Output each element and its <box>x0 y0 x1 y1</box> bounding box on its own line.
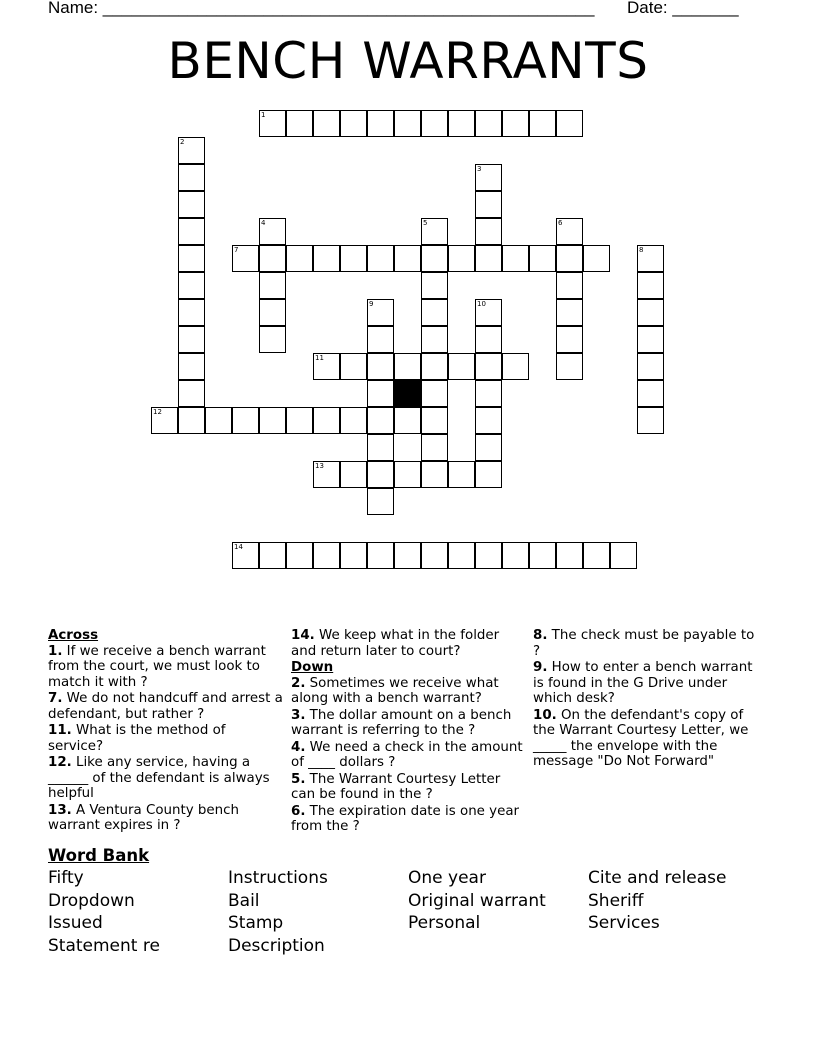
grid-cell[interactable] <box>394 245 421 272</box>
grid-cell[interactable] <box>556 353 583 380</box>
grid-cell[interactable] <box>313 245 340 272</box>
clue-number-5: 5 <box>423 219 428 227</box>
grid-cell[interactable] <box>556 542 583 569</box>
grid-cell[interactable] <box>394 110 421 137</box>
grid-cell[interactable] <box>637 299 664 326</box>
grid-cell[interactable] <box>475 218 502 245</box>
grid-cell[interactable] <box>178 218 205 245</box>
clue-column-1 <box>48 628 283 835</box>
grid-cell[interactable] <box>475 353 502 380</box>
grid-cell[interactable] <box>178 407 205 434</box>
grid-cell[interactable] <box>421 245 448 272</box>
grid-cell[interactable] <box>556 299 583 326</box>
word-bank <box>48 867 768 958</box>
grid-cell[interactable] <box>367 461 394 488</box>
clue-down-2: 2. Sometimes we receive what along with a bench warrant? <box>291 675 499 706</box>
grid-cell[interactable] <box>259 272 286 299</box>
clue-number-2: 2 <box>180 138 185 146</box>
date-line: Date: _______ <box>627 0 739 17</box>
grid-cell[interactable] <box>502 245 529 272</box>
grid-cell[interactable] <box>421 326 448 353</box>
word-bank-item: Services <box>588 913 660 934</box>
grid-cell[interactable] <box>610 542 637 569</box>
clue-across-11: 11. What is the method of service? <box>48 723 226 754</box>
clue-down-4: 4. We need a check in the amount of ____ dollars ? <box>291 739 523 770</box>
word-bank-item: Personal <box>408 913 481 934</box>
grid-cell[interactable] <box>394 542 421 569</box>
grid-cell[interactable] <box>421 461 448 488</box>
grid-cell[interactable] <box>313 407 340 434</box>
grid-cell[interactable] <box>421 407 448 434</box>
grid-cell[interactable] <box>556 245 583 272</box>
clue-number-4: 4 <box>261 219 266 227</box>
clue-down-10: 10. On the defendant's copy of the Warrant Courtesy Letter, we _____ the envelope with the message "Do Not Forward" <box>533 707 749 769</box>
grid-cell[interactable] <box>286 110 313 137</box>
word-bank-item: Instructions <box>228 868 328 888</box>
grid-cell[interactable] <box>448 542 475 569</box>
black-cell <box>394 380 421 407</box>
word-bank-item: Issued <box>48 913 103 934</box>
grid-cell[interactable] <box>367 326 394 353</box>
clue-number-10: 10 <box>477 300 486 308</box>
clue-number-8: 8 <box>639 246 644 254</box>
grid-cell[interactable] <box>502 110 529 137</box>
word-bank-item: Dropdown <box>48 890 135 911</box>
clue-number-13: 13 <box>315 462 324 470</box>
clue-across-12: 12. Like any service, having a ______ of the defendant is always helpful <box>48 755 270 801</box>
clue-number-1: 1 <box>261 111 266 119</box>
grid-cell[interactable] <box>313 542 340 569</box>
grid-cell[interactable] <box>259 407 286 434</box>
grid-cell[interactable] <box>475 380 502 407</box>
across-heading: Across <box>48 628 99 643</box>
word-bank-item: One year <box>408 868 486 888</box>
grid-cell[interactable] <box>367 380 394 407</box>
grid-cell[interactable] <box>178 326 205 353</box>
clue-number-12: 12 <box>153 408 162 416</box>
grid-cell[interactable] <box>556 326 583 353</box>
grid-cell[interactable] <box>259 326 286 353</box>
grid-cell[interactable] <box>421 542 448 569</box>
grid-cell[interactable] <box>367 353 394 380</box>
grid-cell[interactable] <box>556 110 583 137</box>
grid-cell[interactable] <box>421 380 448 407</box>
puzzle-title: BENCH WARRANTS <box>167 32 649 90</box>
grid-cell[interactable] <box>421 272 448 299</box>
grid-cell[interactable] <box>556 272 583 299</box>
grid-cell[interactable] <box>583 542 610 569</box>
grid-cell[interactable] <box>367 407 394 434</box>
grid-cell[interactable] <box>259 542 286 569</box>
grid-cell[interactable] <box>367 245 394 272</box>
grid-cell[interactable] <box>286 245 313 272</box>
clue-number-9: 9 <box>369 300 374 308</box>
word-bank-item: Statement re <box>48 936 160 957</box>
grid-cell[interactable] <box>178 245 205 272</box>
grid-cell[interactable] <box>340 353 367 380</box>
grid-cell[interactable] <box>448 353 475 380</box>
grid-cell[interactable] <box>340 461 367 488</box>
grid-cell[interactable] <box>637 407 664 434</box>
grid-cell[interactable] <box>178 191 205 218</box>
word-bank-item: Fifty <box>48 868 84 888</box>
grid-cell[interactable] <box>367 488 394 515</box>
clue-across-1: 1. If we receive a bench warrant from the court, we must look to match it with ? <box>48 643 266 690</box>
grid-cell[interactable] <box>286 407 313 434</box>
grid-cell[interactable] <box>448 245 475 272</box>
word-bank-item: Description <box>228 936 325 957</box>
grid-cell[interactable] <box>340 110 367 137</box>
clue-number-6: 6 <box>558 219 563 227</box>
clue-column-3 <box>533 628 763 771</box>
grid-cell[interactable] <box>421 353 448 380</box>
name-line: Name: ____________________________________________________ <box>48 0 595 17</box>
grid-cell[interactable] <box>286 542 313 569</box>
clue-down-9: 9. How to enter a bench warrant is found in the G Drive under which desk? <box>533 660 753 706</box>
grid-cell[interactable] <box>637 353 664 380</box>
grid-cell[interactable] <box>178 299 205 326</box>
grid-cell[interactable] <box>178 353 205 380</box>
grid-cell[interactable] <box>475 245 502 272</box>
grid-cell[interactable] <box>394 407 421 434</box>
grid-cell[interactable] <box>205 407 232 434</box>
word-bank-item: Sheriff <box>588 890 644 911</box>
clue-across-7: 7. We do not handcuff and arrest a defendant, but rather ? <box>48 691 283 722</box>
grid-cell[interactable] <box>529 245 556 272</box>
word-bank-item: Bail <box>228 890 260 911</box>
word-bank-item: Stamp <box>228 913 284 934</box>
clue-down-3: 3. The dollar amount on a bench warrant is referring to the ? <box>291 707 512 738</box>
grid-cell[interactable] <box>448 110 475 137</box>
word-bank-title: Word Bank <box>48 846 150 865</box>
clue-down-6: 6. The expiration date is one year from the ? <box>291 803 520 834</box>
grid-cell[interactable] <box>529 110 556 137</box>
grid-cell[interactable] <box>259 245 286 272</box>
word-bank-item: Original warrant <box>408 890 546 911</box>
grid-cell[interactable] <box>178 380 205 407</box>
clue-number-7: 7 <box>234 246 239 254</box>
grid-cell[interactable] <box>502 542 529 569</box>
clue-down-8: 8. The check must be payable to ? <box>533 628 755 659</box>
grid-cell[interactable] <box>637 272 664 299</box>
grid-cell[interactable] <box>394 353 421 380</box>
grid-cell[interactable] <box>475 407 502 434</box>
grid-cell[interactable] <box>367 110 394 137</box>
grid-cell[interactable] <box>475 461 502 488</box>
clue-column-2 <box>291 628 526 836</box>
clue-number-14: 14 <box>234 543 243 551</box>
grid-cell[interactable] <box>232 407 259 434</box>
grid-cell[interactable] <box>421 434 448 461</box>
grid-cell[interactable] <box>421 110 448 137</box>
grid-cell[interactable] <box>340 407 367 434</box>
grid-cell[interactable] <box>394 461 421 488</box>
grid-cell[interactable] <box>475 542 502 569</box>
grid-cell[interactable] <box>178 164 205 191</box>
grid-cell[interactable] <box>367 434 394 461</box>
grid-cell[interactable] <box>637 326 664 353</box>
grid-cell[interactable] <box>583 245 610 272</box>
grid-cell[interactable] <box>448 461 475 488</box>
clue-number-11: 11 <box>315 354 324 362</box>
clue-across-14: 14. We keep what in the folder and return later to court? <box>291 628 500 659</box>
clue-number-3: 3 <box>477 165 482 173</box>
grid-cell[interactable] <box>502 353 529 380</box>
grid-cell[interactable] <box>637 380 664 407</box>
down-heading: Down <box>291 660 334 675</box>
grid-cell[interactable] <box>313 110 340 137</box>
clue-across-13: 13. A Ventura County bench warrant expires in ? <box>48 802 239 833</box>
grid-cell[interactable] <box>475 434 502 461</box>
grid-cell[interactable] <box>475 191 502 218</box>
grid-cell[interactable] <box>475 326 502 353</box>
grid-cell[interactable] <box>259 299 286 326</box>
word-bank-item: Cite and release <box>588 868 727 888</box>
clue-down-5: 5. The Warrant Courtesy Letter can be found in the ? <box>291 771 501 802</box>
grid-cell[interactable] <box>178 272 205 299</box>
grid-cell[interactable] <box>529 542 556 569</box>
grid-cell[interactable] <box>475 110 502 137</box>
grid-cell[interactable] <box>421 299 448 326</box>
grid-cell[interactable] <box>340 542 367 569</box>
grid-cell[interactable] <box>367 542 394 569</box>
grid-cell[interactable] <box>340 245 367 272</box>
